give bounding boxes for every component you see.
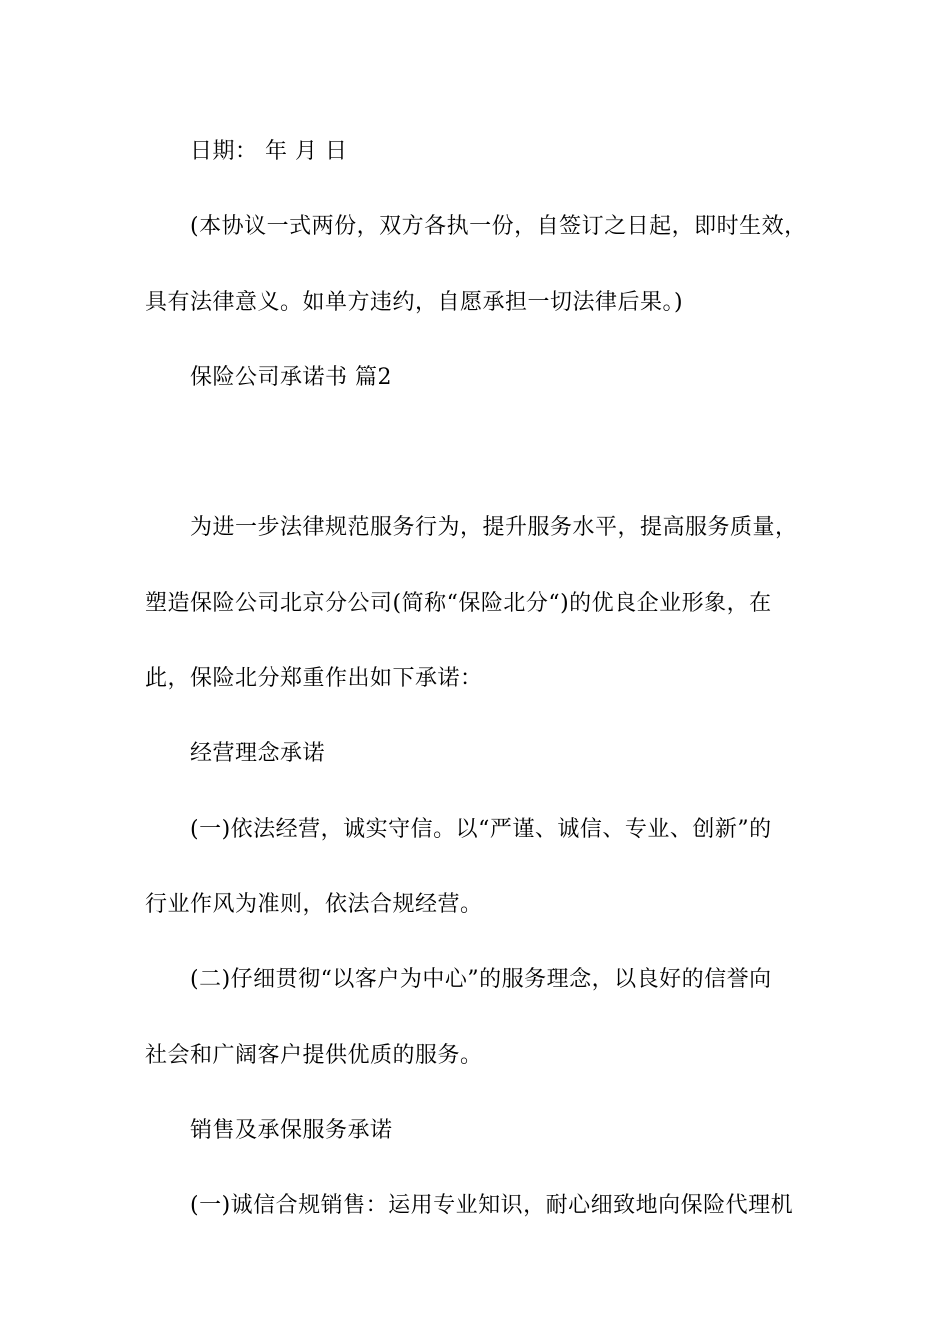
paragraph-line: 行业作风为准则，依法合规经营。: [145, 892, 483, 917]
subsection-heading: 经营理念承诺: [190, 741, 326, 766]
paragraph-line: (二)仔细贯彻“以客户为中心”的服务理念，以良好的信誉向: [190, 967, 772, 992]
agreement-note-line-1: (本协议一式两份，双方各执一份，自签订之日起，即时生效，: [190, 214, 807, 239]
paragraph-line: 社会和广阔客户提供优质的服务。: [145, 1043, 483, 1068]
paragraph-line: (一)依法经营，诚实守信。以“严谨、诚信、专业、创新”的: [190, 817, 772, 842]
date-line: 日期： 年 月 日: [190, 139, 348, 164]
paragraph-line: (一)诚信合规销售：运用专业知识，耐心细致地向保险代理机: [190, 1193, 794, 1218]
agreement-note-line-2: 具有法律意义。如单方违约，自愿承担一切法律后果。): [145, 290, 684, 315]
subsection-heading: 销售及承保服务承诺: [190, 1118, 393, 1143]
paragraph-line: 为进一步法律规范服务行为，提升服务水平，提高服务质量，: [190, 515, 798, 540]
section-heading: 保险公司承诺书 篇2: [190, 365, 392, 390]
paragraph-line: 此，保险北分郑重作出如下承诺：: [145, 666, 483, 691]
paragraph-line: 塑造保险公司北京分公司(简称“保险北分“)的优良企业形象，在: [145, 591, 772, 616]
